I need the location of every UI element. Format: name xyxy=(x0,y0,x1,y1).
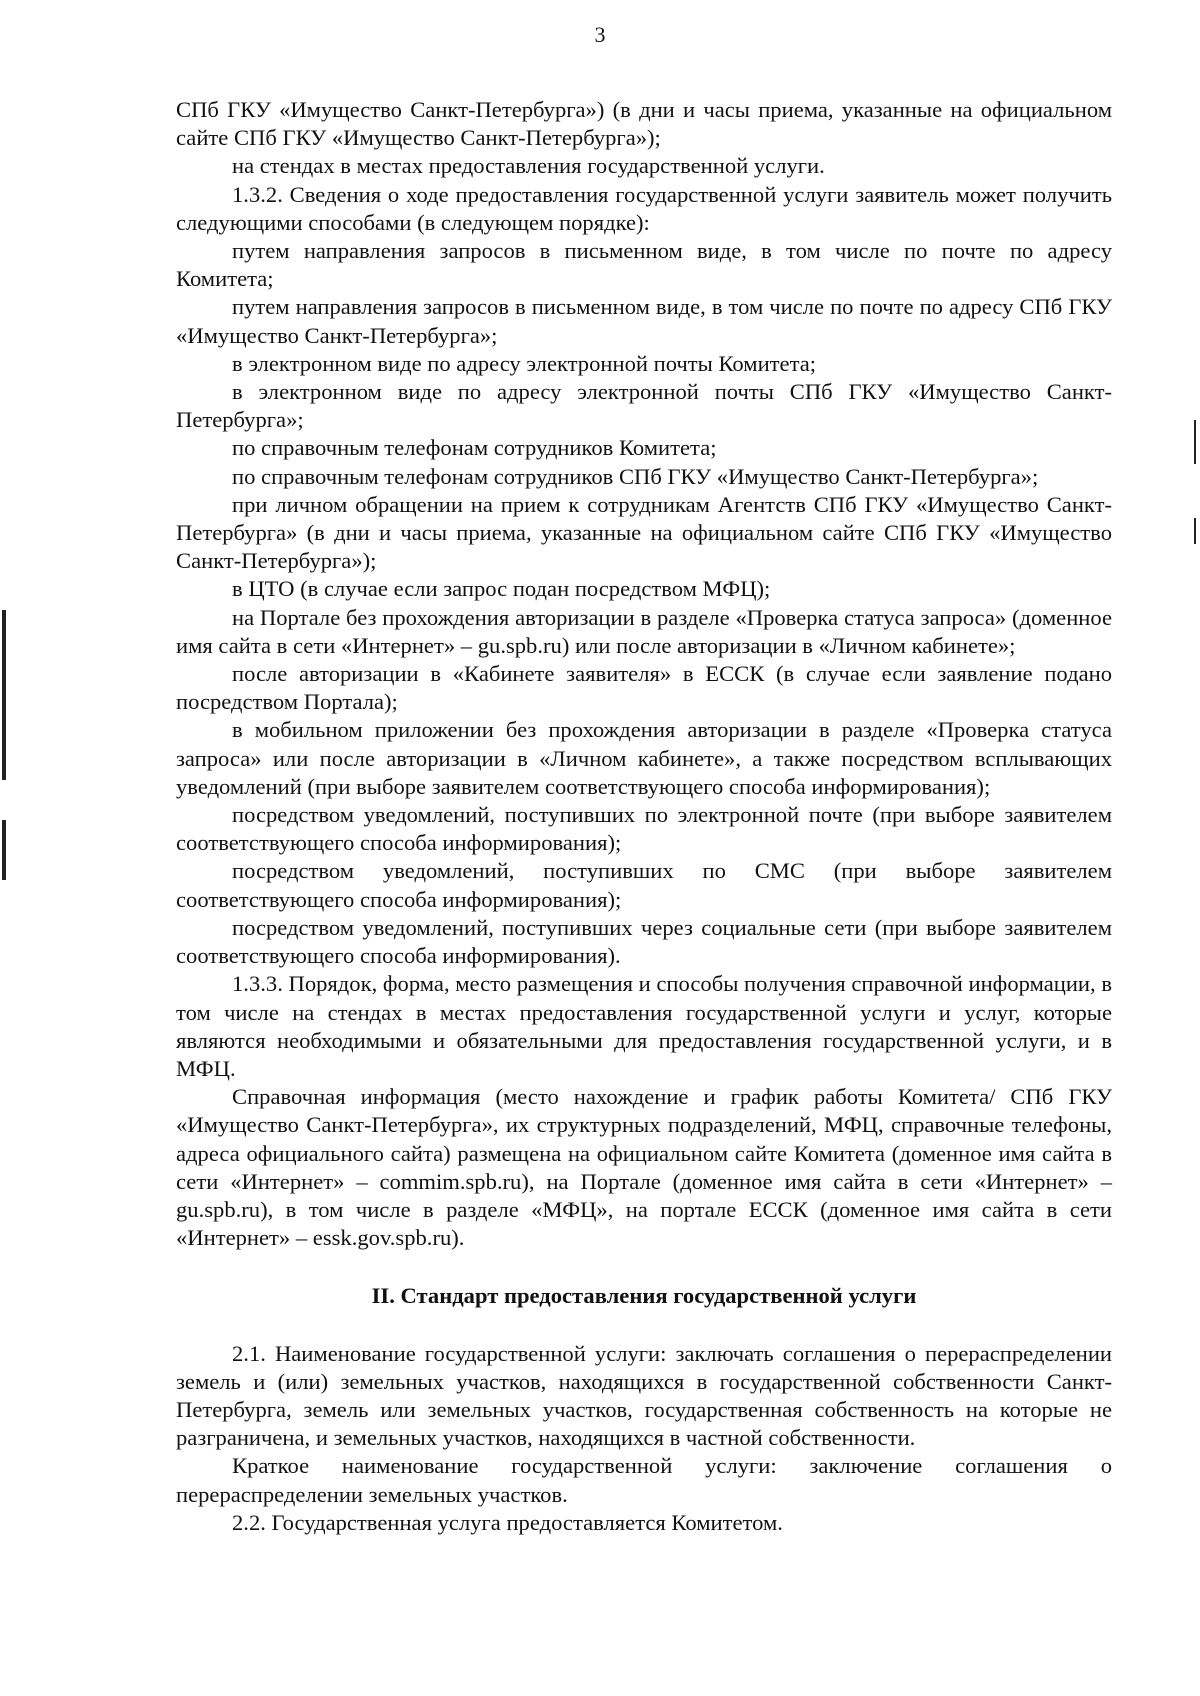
scan-artifact-left-bar xyxy=(2,610,6,780)
list-item-social-notifications: посредством уведомлений, поступивших через социальные сети (при выборе заявителем соответствующего способа информирования). xyxy=(176,914,1112,969)
document-body xyxy=(176,96,1112,1537)
paragraph-short-name: Краткое наименование государственной услуги: заключение соглашения о перераспределении земельных участков. xyxy=(176,1453,1112,1507)
paragraph-2-1: 2.1. Наименование государственной услуги: заключать соглашения о перераспределении земель и (или) земельных участков, находящихся в государственной собственности Санкт-Петербурга, земель или земельных участков, государственная собственность на которые не разграничена, и земельных участков, находящихся в частной собственности. xyxy=(176,1340,1112,1451)
scan-artifact-right-mark-2 xyxy=(1194,518,1196,544)
paragraph-1-3-3: 1.3.3. Порядок, форма, место размещения и способы получения справочной информации, в том числе на стендах в местах предоставления государственной услуги и услуг, которые являются необходимыми и обязательными для предоставления государственной услуги, и в МФЦ. xyxy=(176,971,1112,1081)
list-item-mobile-app: в мобильном приложении без прохождения авторизации в разделе «Проверка статуса запроса» или после авторизации в «Личном кабинете», а также посредством всплывающих уведомлений (при выборе заявителем соответствующего способа информирования); xyxy=(176,717,1112,799)
paragraph-1-3-2: 1.3.2. Сведения о ходе предоставления государственной услуги заявитель может получить следующими способами (в следующем порядке): xyxy=(176,181,1112,235)
list-item-mail-gku: путем направления запросов в письменном виде, в том числе по почте по адресу СПб ГКУ «Имущество Санкт-Петербурга»; xyxy=(176,294,1112,348)
paragraph-reference-info: Справочная информация (место нахождение и график работы Комитета/ СПб ГКУ «Имущество Санкт-Петербурга», их структурных подразделений, МФЦ, справочные телефоны, адреса официального сайта) размещена на официальном сайте Комитета (доменное имя сайта в сети «Интернет» – commim.spb.ru), на Портале (доменное имя сайта в сети «Интернет» – gu.spb.ru), в том числе в разделе «МФЦ», на портале ЕССК (доменное имя сайта в сети «Интернет» – essk.gov.spb.ru). xyxy=(176,1084,1112,1251)
list-item-essk: после авторизации в «Кабинете заявителя» в ЕССК (в случае если заявление подано посредством Портала); xyxy=(176,661,1112,715)
list-item-phone-gku: по справочным телефонам сотрудников СПб ГКУ «Имущество Санкт-Петербурга»; xyxy=(232,463,1039,489)
list-item-sms-notifications: посредством уведомлений, поступивших по СМС (при выборе заявителем соответствующего способа информирования); xyxy=(176,858,1112,912)
paragraph-2-2: 2.2. Государственная услуга предоставляется Комитетом. xyxy=(232,1509,783,1535)
list-item-mail-committee: путем направления запросов в письменном виде, в том числе по почте по адресу Комитета; xyxy=(176,238,1112,292)
list-item-email-committee: в электронном виде по адресу электронной почты Комитета; xyxy=(232,350,817,376)
list-item-personal-visit: при личном обращении на прием к сотрудникам Агентств СПб ГКУ «Имущество Санкт-Петербурга» (в дни и часы приема, указанные на официальном сайте СПб ГКУ «Имущество Санкт-Петербурга»); xyxy=(176,491,1112,574)
list-item-cto: в ЦТО (в случае если запрос подан посредством МФЦ); xyxy=(232,576,771,602)
list-item-email-notifications: посредством уведомлений, поступивших по электронной почте (при выборе заявителем соответствующего способа информирования); xyxy=(176,802,1112,856)
list-item-phone-committee: по справочным телефонам сотрудников Комитета; xyxy=(232,435,717,461)
page-number: 3 xyxy=(594,22,606,47)
list-item-portal: на Портале без прохождения авторизации в разделе «Проверка статуса запроса» (доменное имя сайта в сети «Интернет» – gu.spb.ru) или после авторизации в «Личном кабинете»; xyxy=(176,604,1112,658)
list-item-email-gku: в электронном виде по адресу электронной почты СПб ГКУ «Имущество Санкт-Петербурга»; xyxy=(176,379,1112,433)
paragraph-stands: на стендах в местах предоставления государственной услуги. xyxy=(232,153,825,179)
scan-artifact-left-mark xyxy=(2,820,6,880)
scan-artifact-right-mark xyxy=(1194,420,1196,464)
paragraph-continuation: СПб ГКУ «Имущество Санкт-Петербурга») (в дни и часы приема, указанные на официальном сайте СПб ГКУ «Имущество Санкт-Петербурга»); xyxy=(176,97,1112,151)
section-heading: II. Стандарт предоставления государственной услуги xyxy=(371,1283,917,1309)
